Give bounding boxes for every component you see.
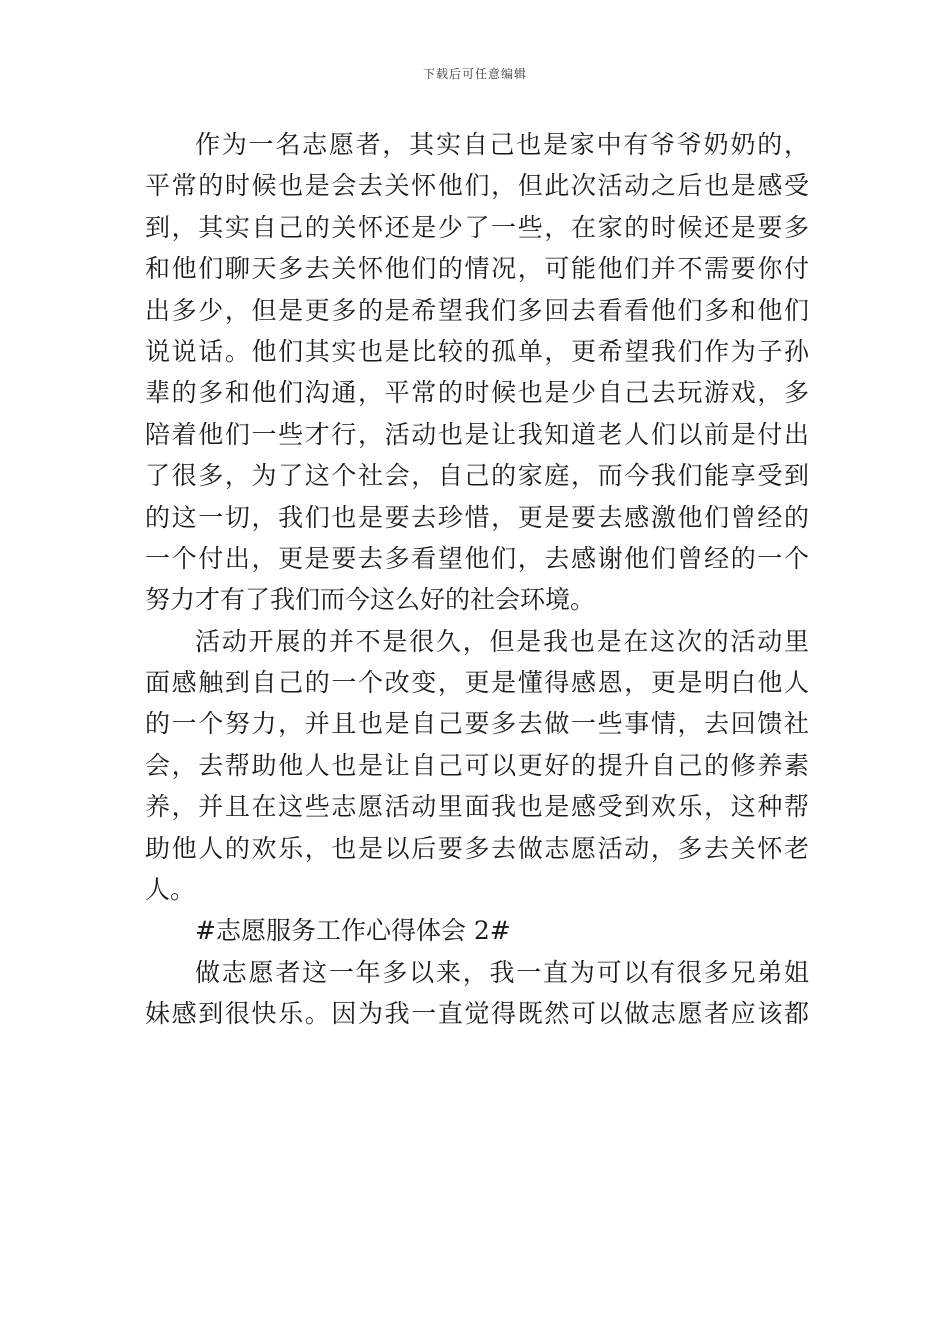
text-line: 了很多，为了这个社会，自己的家庭，而今我们能享受到 [145, 461, 809, 491]
paragraph [145, 124, 809, 621]
section-heading: #志愿服务工作心得体会 2# [195, 916, 511, 946]
paragraph [145, 621, 809, 911]
page-header-note: 下载后可任意编辑 [422, 67, 527, 81]
text-line: 努力才有了我们而今这么好的社会环境。 [145, 585, 596, 615]
text-line: 陪着他们一些才行，活动也是让我知道老人们以前是付出 [145, 419, 809, 449]
text-line: 助他人的欢乐，也是以后要多去做志愿活动，多去关怀老 [145, 833, 809, 863]
text-line: 活动开展的并不是很久，但是我也是在这次的活动里 [195, 626, 809, 656]
text-line: 面感触到自己的一个改变，更是懂得感恩，更是明白他人 [145, 668, 809, 698]
document-body [145, 124, 809, 1035]
text-line: 辈的多和他们沟通，平常的时候也是少自己去玩游戏，多 [145, 378, 809, 408]
paragraph [145, 952, 809, 1035]
text-line: 养，并且在这些志愿活动里面我也是感受到欢乐，这种帮 [145, 792, 809, 822]
text-line: 说说话。他们其实也是比较的孤单，更希望我们作为子孙 [145, 336, 809, 366]
text-line: 人。 [145, 875, 196, 905]
text-line: 出多少，但是更多的是希望我们多回去看看他们多和他们 [145, 295, 809, 325]
text-line: 一个付出，更是要去多看望他们，去感谢他们曾经的一个 [145, 543, 809, 573]
text-line: 和他们聊天多去关怀他们的情况，可能他们并不需要你付 [145, 254, 809, 284]
text-line: 到，其实自己的关怀还是少了一些，在家的时候还是要多 [145, 212, 809, 242]
text-line: 作为一名志愿者，其实自己也是家中有爷爷奶奶的， [195, 130, 809, 159]
text-line: 做志愿者这一年多以来，我一直为可以有很多兄弟姐 [195, 957, 809, 987]
text-line: 会，去帮助他人也是让自己可以更好的提升自己的修养素 [145, 750, 809, 780]
text-line: 平常的时候也是会去关怀他们，但此次活动之后也是感受 [145, 171, 809, 201]
text-line: 妹感到很快乐。因为我一直觉得既然可以做志愿者应该都 [145, 999, 809, 1029]
text-line: 的一个努力，并且也是自己要多去做一些事情，去回馈社 [145, 709, 809, 739]
text-line: 的这一切，我们也是要去珍惜，更是要去感激他们曾经的 [145, 502, 809, 532]
